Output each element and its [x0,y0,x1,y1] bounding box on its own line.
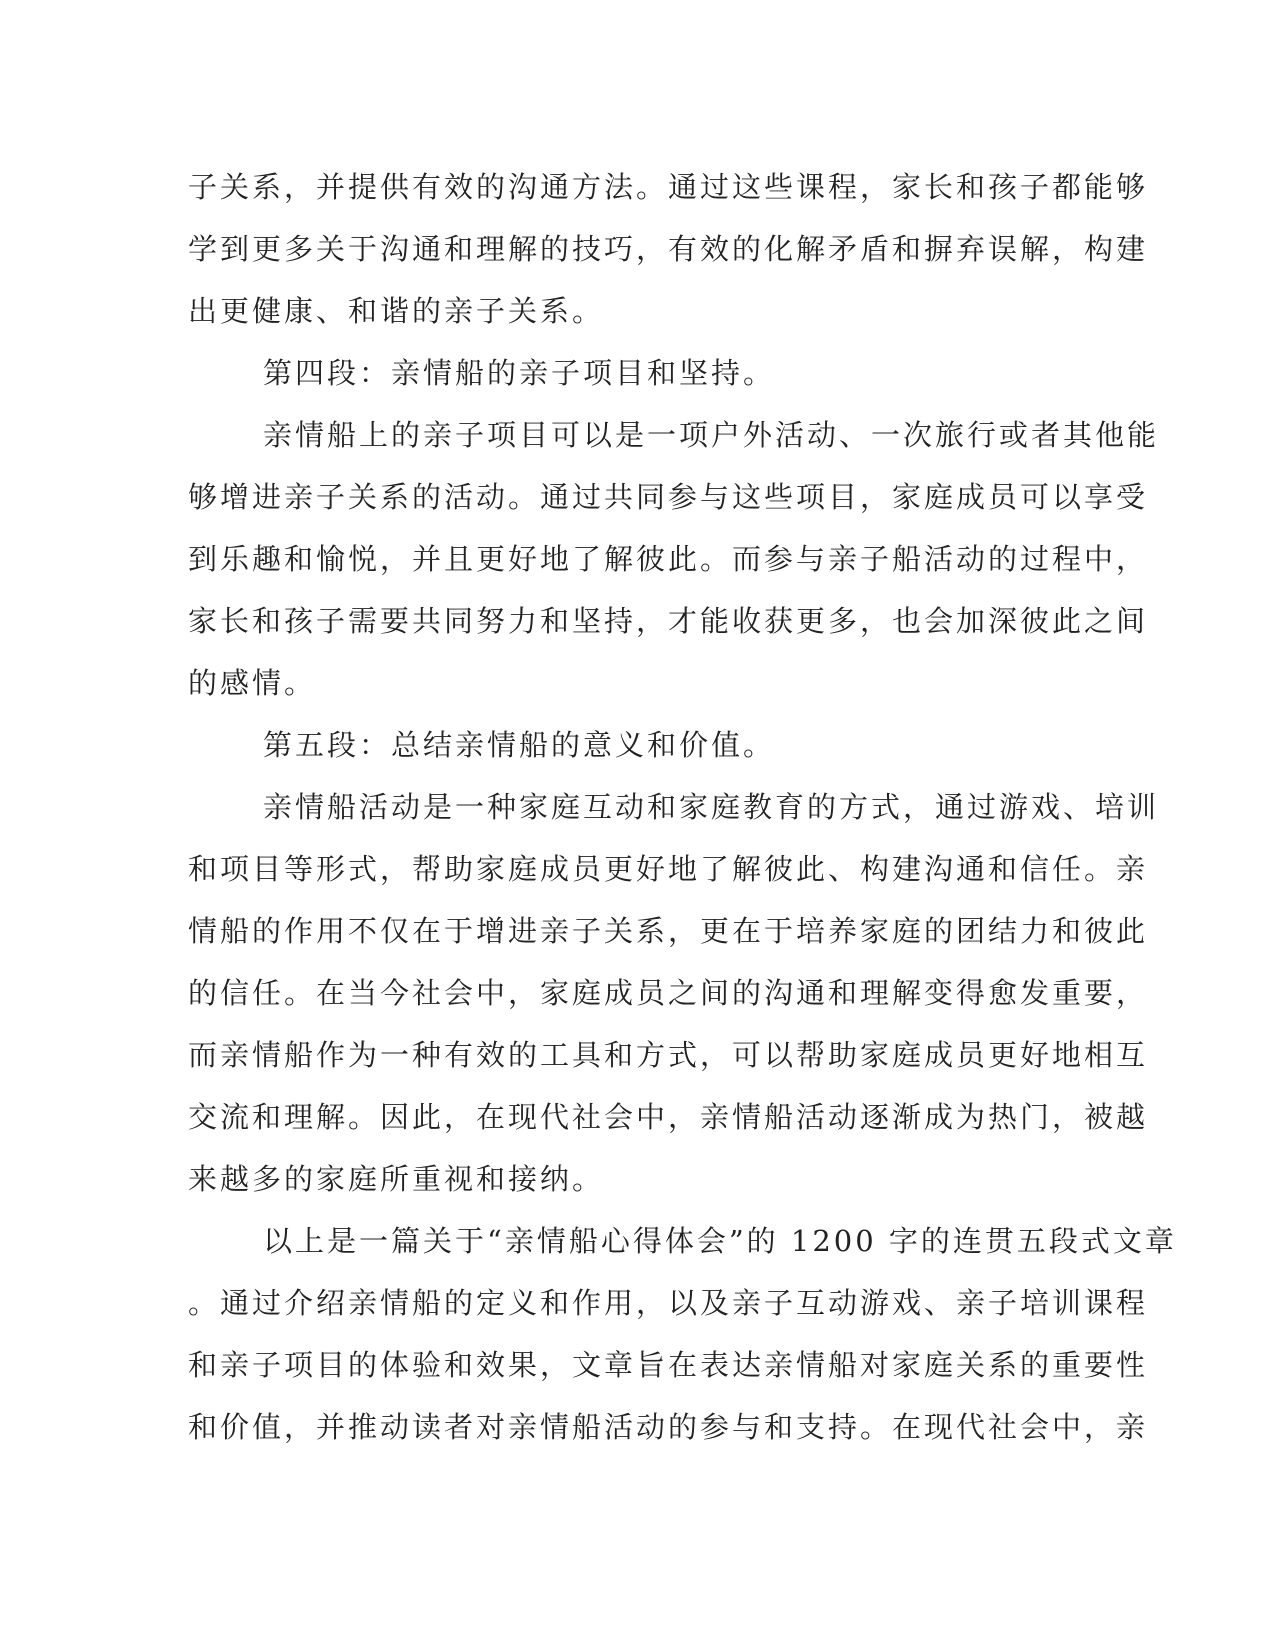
text-line-13: 情船的作用不仅在于增进亲子关系，更在于培养家庭的团结力和彼此 [188,914,1149,948]
text-line-1: 子关系，并提供有效的沟通方法。通过这些课程，家长和孩子都能够 [188,170,1149,204]
text-line-15: 而亲情船作为一种有效的工具和方式，可以帮助家庭成员更好地相互 [188,1038,1149,1072]
section-heading-5: 第五段：总结亲情船的意义和价值。 [263,728,776,762]
text-line-8: 家长和孩子需要共同努力和坚持，才能收获更多，也会加深彼此之间 [188,604,1149,638]
text-line-6: 够增进亲子关系的活动。通过共同参与这些项目，家庭成员可以享受 [188,480,1149,514]
text-line-5: 亲情船上的亲子项目可以是一项户外活动、一次旅行或者其他能 [263,418,1160,452]
text-line-2: 学到更多关于沟通和理解的技巧，有效的化解矛盾和摒弃误解，构建 [188,232,1149,266]
summary-line-18: 以上是一篇关于“亲情船心得体会”的 1200 字的连贯五段式文章 [263,1224,1177,1258]
text-line-7: 到乐趣和愉悦，并且更好地了解彼此。而参与亲子船活动的过程中， [188,542,1149,576]
text-line-3: 出更健康、和谐的亲子关系。 [188,294,605,328]
text-line-12: 和项目等形式，帮助家庭成员更好地了解彼此、构建沟通和信任。亲 [188,852,1149,886]
text-line-21: 和价值，并推动读者对亲情船活动的参与和支持。在现代社会中，亲 [188,1410,1149,1444]
text-line-19: 。通过介绍亲情船的定义和作用，以及亲子互动游戏、亲子培训课程 [188,1286,1149,1320]
document-body [188,156,1177,1458]
text-line-17: 来越多的家庭所重视和接纳。 [188,1162,605,1196]
section-heading-4: 第四段：亲情船的亲子项目和坚持。 [263,356,776,390]
text-line-20: 和亲子项目的体验和效果，文章旨在表达亲情船对家庭关系的重要性 [188,1348,1149,1382]
text-line-11: 亲情船活动是一种家庭互动和家庭教育的方式，通过游戏、培训 [263,790,1160,824]
text-line-16: 交流和理解。因此，在现代社会中，亲情船活动逐渐成为热门，被越 [188,1100,1149,1134]
text-line-14: 的信任。在当今社会中，家庭成员之间的沟通和理解变得愈发重要， [188,976,1149,1010]
text-line-9: 的感情。 [188,666,317,700]
